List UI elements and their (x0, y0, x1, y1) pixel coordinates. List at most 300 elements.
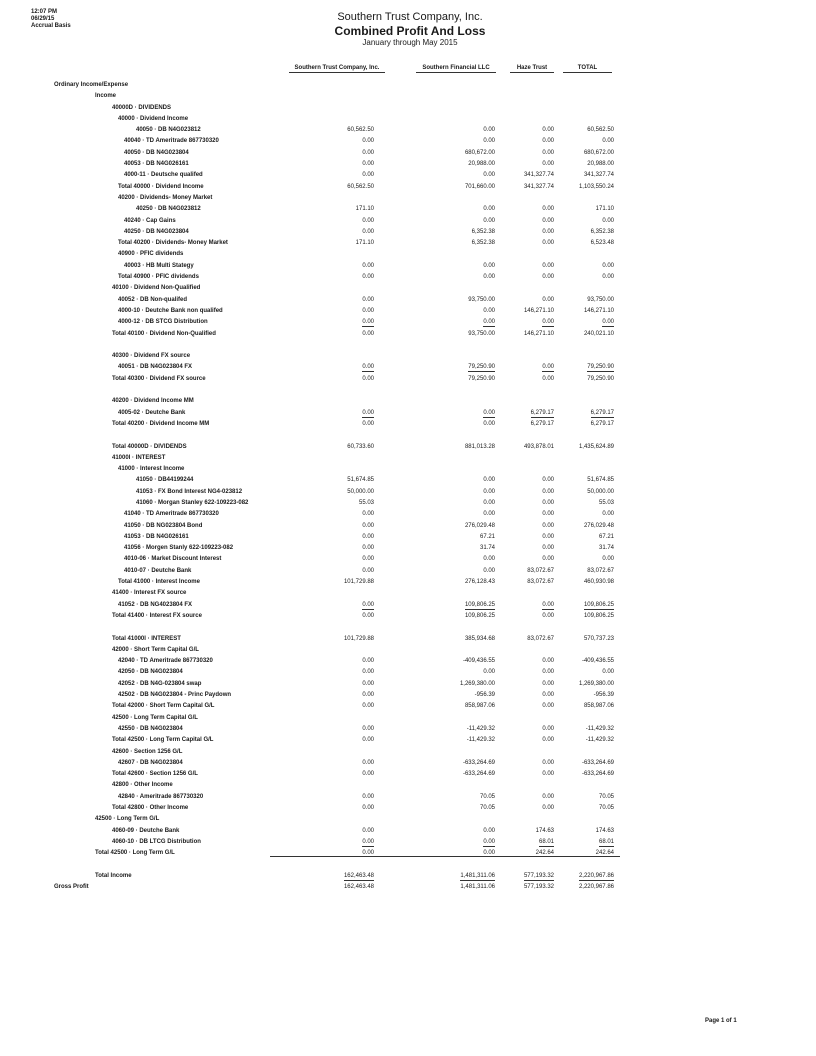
amount-cell (421, 216, 495, 227)
amount-cell (300, 543, 374, 554)
account-label: 41053 · FX Bond Interest NG4-023812 (136, 488, 243, 495)
amount-cell (421, 769, 495, 780)
amount-cell (562, 306, 614, 317)
report-row (0, 227, 816, 238)
amount-cell (421, 419, 495, 430)
amount-value: 1,103,550.24 (578, 183, 614, 190)
amount-cell (300, 374, 374, 385)
amount-cell (300, 419, 374, 430)
account-label: 42502 · DB N4G023804 - Princ Paydown (118, 692, 232, 699)
amount-cell (562, 374, 614, 385)
amount-cell (300, 261, 374, 272)
amount-cell (300, 566, 374, 577)
amount-cell (300, 848, 374, 859)
amount-cell (300, 521, 374, 532)
report-row (0, 588, 816, 599)
amount-value: 0.00 (362, 330, 374, 337)
amount-cell (562, 611, 614, 622)
amount-cell (421, 611, 495, 622)
report-row (0, 148, 816, 159)
amount-value: 680,672.00 (464, 149, 495, 156)
amount-cell (507, 295, 554, 306)
report-row (0, 701, 816, 712)
amount-value: 0.00 (483, 499, 495, 506)
amount-cell (300, 554, 374, 565)
amount-value: 171.10 (355, 240, 374, 247)
amount-value: 174.63 (535, 827, 554, 834)
report-table (0, 80, 816, 893)
company-name: Southern Trust Company, Inc. (337, 11, 483, 23)
report-row (0, 554, 816, 565)
report-title: Combined Profit And Loss (334, 24, 486, 38)
amount-cell (562, 136, 614, 147)
amount-value: 0.00 (483, 488, 495, 495)
amount-value: 276,128.43 (464, 579, 495, 586)
amount-value: 0.00 (362, 307, 374, 314)
amount-value: 6,352.38 (471, 240, 495, 247)
amount-cell (421, 577, 495, 588)
account-label: 40100 · Dividend Non-Qualified (112, 285, 201, 292)
report-row (0, 871, 816, 882)
amount-value: 68.01 (538, 838, 554, 845)
amount-value: 6,279.17 (590, 420, 614, 427)
account-label: 4010-07 · Deutche Bank (124, 567, 192, 574)
amount-cell (562, 566, 614, 577)
amount-value: 0.00 (602, 556, 614, 563)
amount-cell (507, 667, 554, 678)
amount-cell (507, 566, 554, 577)
report-row (0, 193, 816, 204)
amount-value: 1,269,380.00 (459, 680, 495, 687)
column-header-haze-trust: Haze Trust (510, 65, 554, 73)
report-row (0, 532, 816, 543)
amount-cell (300, 125, 374, 136)
account-label: 41052 · DB NG4023804 FX (118, 601, 193, 608)
amount-value: 0.00 (542, 680, 554, 687)
spacer-row (0, 340, 816, 351)
report-row (0, 238, 816, 249)
account-label: Total 41400 · Interest FX source (112, 612, 202, 619)
amount-cell (421, 238, 495, 249)
report-date: 06/29/15 (31, 16, 55, 22)
amount-cell (562, 769, 614, 780)
amount-value: -11,429.32 (466, 725, 495, 732)
report-row (0, 136, 816, 147)
report-period: January through May 2015 (362, 38, 458, 47)
amount-cell (300, 498, 374, 509)
amount-cell (562, 690, 614, 701)
amount-cell (507, 509, 554, 520)
amount-value: 0.00 (542, 805, 554, 811)
report-row (0, 475, 816, 486)
account-label: 40051 · DB N4G023804 FX (118, 364, 193, 371)
amount-value: 0.00 (542, 319, 554, 326)
amount-cell (507, 272, 554, 283)
amount-value: -11,429.32 (466, 737, 495, 744)
amount-cell (421, 724, 495, 735)
account-label: 42500 · Long Term G/L (95, 816, 160, 823)
account-label: Total 40000 · Dividend Income (118, 183, 204, 190)
amount-cell (562, 826, 614, 837)
account-label: Total 42500 · Long Term G/L (95, 850, 175, 857)
amount-cell (562, 317, 614, 328)
amount-value: 0.00 (542, 149, 554, 156)
amount-value: 0.00 (483, 669, 495, 676)
account-label: Total 40000D · DIVIDENDS (112, 443, 187, 450)
account-label: 40000 · Dividend Income (118, 115, 189, 122)
amount-value: 93,750.00 (587, 296, 614, 303)
amount-value: 341,327.74 (523, 172, 554, 179)
amount-value: 50,000.00 (587, 488, 614, 495)
account-label: Total 41000I · INTEREST (112, 635, 181, 642)
amount-value: 0.00 (483, 319, 495, 326)
amount-value: 0.00 (362, 850, 374, 857)
amount-value: 0.00 (542, 692, 554, 699)
amount-cell (562, 758, 614, 769)
amount-cell (507, 543, 554, 554)
amount-value: 460,930.98 (583, 579, 614, 586)
column-header-southern-trust: Southern Trust Company, Inc. (289, 65, 385, 73)
report-row (0, 566, 816, 577)
amount-value: 242.64 (535, 850, 554, 857)
amount-cell (562, 837, 614, 848)
amount-value: 55.03 (358, 499, 374, 506)
amount-value: 0.00 (542, 488, 554, 495)
amount-value: -956.39 (593, 692, 614, 699)
amount-value: 385,934.68 (464, 635, 495, 642)
amount-cell (562, 701, 614, 712)
amount-cell (562, 329, 614, 340)
spacer-row (0, 859, 816, 870)
account-label: Total 40300 · Dividend FX source (112, 375, 206, 382)
report-row (0, 103, 816, 114)
amount-cell (507, 306, 554, 317)
report-row (0, 249, 816, 260)
amount-cell (421, 159, 495, 170)
report-time: 12:07 PM (31, 9, 58, 15)
amount-cell (300, 204, 374, 215)
report-row (0, 125, 816, 136)
account-label: Total 40200 · Dividends- Money Market (118, 240, 228, 247)
amount-cell (507, 871, 554, 882)
report-row (0, 80, 816, 91)
amount-value: 0.00 (483, 206, 495, 213)
amount-cell (300, 769, 374, 780)
amount-cell (300, 882, 374, 893)
amount-cell (421, 532, 495, 543)
account-label: 42000 · Short Term Capital G/L (112, 646, 199, 653)
amount-value: 0.00 (602, 274, 614, 281)
account-label: 42800 · Other Income (112, 782, 173, 789)
amount-cell (421, 182, 495, 193)
amount-cell (421, 848, 495, 859)
amount-cell (562, 735, 614, 746)
amount-cell (421, 125, 495, 136)
amount-cell (421, 329, 495, 340)
amount-cell (562, 487, 614, 498)
amount-value: 6,279.17 (530, 409, 554, 416)
amount-cell (562, 475, 614, 486)
amount-value: 0.00 (362, 420, 374, 427)
account-label: 41056 · Morgen Stanly 622-109223-082 (124, 545, 234, 552)
amount-cell (300, 170, 374, 181)
amount-value: 83,072.67 (527, 567, 554, 574)
account-label: 41050 · DB NG023804 Bond (124, 522, 203, 529)
amount-value: 0.00 (542, 499, 554, 506)
amount-cell (562, 871, 614, 882)
amount-cell (421, 735, 495, 746)
amount-value: 680,672.00 (583, 149, 614, 156)
amount-cell (507, 837, 554, 848)
account-label: 41000 · Interest Income (118, 466, 185, 473)
amount-value: 701,660.00 (464, 183, 495, 190)
report-row (0, 306, 816, 317)
amount-value: 0.00 (483, 420, 495, 427)
account-label: 41050 · DB44199244 (136, 477, 194, 484)
amount-value: 0.00 (362, 319, 374, 326)
amount-cell (421, 792, 495, 803)
amount-value: 0.00 (483, 409, 495, 416)
amount-value: 0.00 (483, 567, 495, 574)
amount-cell (562, 148, 614, 159)
amount-cell (421, 509, 495, 520)
amount-cell (300, 634, 374, 645)
account-label: 42607 · DB N4G023804 (118, 759, 183, 766)
amount-cell (421, 837, 495, 848)
amount-cell (562, 554, 614, 565)
amount-value: 70.05 (598, 793, 614, 800)
amount-cell (421, 566, 495, 577)
account-label: 40200 · Dividend Income MM (112, 398, 194, 405)
amount-value: 0.00 (362, 262, 374, 269)
account-label: 40250 · DB N4G023804 (124, 228, 189, 235)
amount-value: 0.00 (542, 217, 554, 224)
amount-cell (507, 419, 554, 430)
amount-value: 70.05 (479, 805, 495, 811)
amount-value: 0.00 (542, 556, 554, 563)
report-row (0, 814, 816, 825)
amount-cell (421, 679, 495, 690)
amount-value: 174.63 (595, 827, 614, 834)
amount-cell (507, 577, 554, 588)
amount-value: 0.00 (483, 172, 495, 179)
amount-value: 0.00 (602, 262, 614, 269)
report-row (0, 453, 816, 464)
amount-value: 0.00 (483, 511, 495, 518)
amount-cell (300, 238, 374, 249)
report-row (0, 487, 816, 498)
account-label: 42050 · DB N4G023804 (118, 669, 183, 676)
amount-value: 0.00 (483, 556, 495, 563)
amount-value: 67.21 (598, 533, 614, 540)
amount-value: 109,806.25 (464, 612, 495, 619)
amount-cell (562, 667, 614, 678)
amount-cell (300, 701, 374, 712)
amount-value: 0.00 (362, 556, 374, 563)
account-label: 42052 · DB N4G-023804 swap (118, 680, 202, 687)
amount-value: 858,987.06 (583, 703, 614, 710)
amount-value: 0.00 (362, 680, 374, 687)
report-row (0, 634, 816, 645)
amount-cell (421, 317, 495, 328)
report-row (0, 182, 816, 193)
amount-value: 0.00 (362, 296, 374, 303)
account-label: Ordinary Income/Expense (54, 82, 129, 88)
amount-value: 0.00 (362, 703, 374, 710)
account-label: 40040 · TD Ameritrade 867730320 (124, 138, 219, 145)
account-label: 40003 · HB Multi Stategy (124, 262, 194, 269)
account-label: Total 42800 · Other Income (112, 805, 189, 811)
amount-value: -409,436.55 (581, 658, 614, 665)
amount-cell (507, 148, 554, 159)
report-row (0, 295, 816, 306)
amount-cell (300, 826, 374, 837)
account-label: 42840 · Ameritrade 867730320 (118, 793, 204, 800)
amount-value: 0.00 (362, 601, 374, 608)
amount-value: 0.00 (362, 805, 374, 811)
amount-cell (562, 238, 614, 249)
account-label: 4000-11 · Deutsche qualifed (124, 172, 203, 179)
report-row (0, 769, 816, 780)
account-label: 4005-02 · Deutche Bank (118, 409, 186, 416)
amount-value: 0.00 (483, 827, 495, 834)
amount-cell (507, 475, 554, 486)
amount-value: 0.00 (602, 319, 614, 326)
amount-cell (507, 679, 554, 690)
amount-value: 0.00 (362, 522, 374, 529)
amount-value: 881,013.28 (464, 443, 495, 450)
amount-value: 79,250.90 (587, 375, 614, 382)
amount-cell (300, 306, 374, 317)
amount-cell (507, 261, 554, 272)
amount-value: -409,436.55 (462, 658, 495, 665)
amount-value: 6,523.48 (590, 240, 614, 247)
amount-cell (300, 159, 374, 170)
amount-cell (421, 521, 495, 532)
amount-value: 0.00 (542, 138, 554, 145)
amount-value: 6,279.17 (590, 409, 614, 416)
account-label: 40050 · DB N4G023812 (136, 127, 201, 134)
report-row (0, 645, 816, 656)
amount-value: 162,463.48 (343, 872, 374, 879)
amount-cell (421, 758, 495, 769)
amount-value: 0.00 (542, 127, 554, 134)
amount-value: 0.00 (542, 477, 554, 484)
amount-cell (507, 125, 554, 136)
amount-cell (562, 261, 614, 272)
amount-value: 6,352.38 (590, 228, 614, 235)
amount-value: 0.00 (542, 364, 554, 371)
amount-value: 0.00 (362, 409, 374, 416)
amount-value: 0.00 (542, 545, 554, 552)
report-row (0, 837, 816, 848)
amount-value: 0.00 (362, 838, 374, 845)
amount-cell (421, 475, 495, 486)
report-row (0, 509, 816, 520)
amount-value: 171.10 (355, 206, 374, 213)
account-label: 41053 · DB N4G026161 (124, 533, 189, 540)
amount-cell (507, 803, 554, 814)
report-basis: Accrual Basis (31, 23, 71, 29)
amount-value: 0.00 (362, 692, 374, 699)
amount-value: 0.00 (542, 522, 554, 529)
amount-cell (300, 362, 374, 373)
account-label: Income (95, 93, 117, 100)
amount-value: 0.00 (483, 127, 495, 134)
column-header-total: TOTAL (563, 65, 612, 73)
amount-value: 0.00 (542, 228, 554, 235)
amount-value: 70.05 (598, 805, 614, 811)
amount-value: 0.00 (362, 172, 374, 179)
report-row (0, 498, 816, 509)
amount-value: 79,250.90 (468, 364, 495, 371)
amount-cell (507, 498, 554, 509)
amount-value: 0.00 (483, 838, 495, 845)
amount-value: 0.00 (362, 228, 374, 235)
amount-value: 858,987.06 (464, 703, 495, 710)
amount-cell (562, 532, 614, 543)
report-row (0, 679, 816, 690)
account-label: 4000-10 · Deutche Bank non qualifed (118, 307, 223, 314)
amount-cell (421, 543, 495, 554)
amount-cell (507, 656, 554, 667)
report-row (0, 724, 816, 735)
amount-value: 0.00 (362, 511, 374, 518)
report-row (0, 464, 816, 475)
report-row (0, 91, 816, 102)
amount-value: 1,481,311.06 (460, 884, 495, 891)
amount-cell (562, 295, 614, 306)
amount-cell (300, 487, 374, 498)
amount-cell (507, 882, 554, 893)
amount-value: 31.74 (479, 545, 495, 552)
amount-cell (421, 374, 495, 385)
amount-cell (507, 487, 554, 498)
amount-cell (300, 837, 374, 848)
amount-value: 0.00 (483, 262, 495, 269)
amount-value: 83,072.67 (587, 567, 614, 574)
account-label: Total Income (95, 872, 132, 879)
amount-cell (507, 408, 554, 419)
amount-value: 50,000.00 (347, 488, 374, 495)
amount-value: 79,250.90 (468, 375, 495, 382)
amount-cell (562, 408, 614, 419)
amount-cell (562, 170, 614, 181)
amount-value: 2,220,967.86 (578, 884, 614, 891)
account-label: 40250 · DB N4G023812 (136, 206, 201, 213)
report-row (0, 747, 816, 758)
amount-value: 0.00 (542, 725, 554, 732)
amount-cell (300, 803, 374, 814)
amount-value: 0.00 (362, 793, 374, 800)
amount-value: 0.00 (483, 850, 495, 857)
amount-cell (300, 329, 374, 340)
amount-cell (421, 667, 495, 678)
amount-cell (507, 374, 554, 385)
amount-value: 570,737.23 (583, 635, 614, 642)
amount-value: 0.00 (542, 669, 554, 676)
account-label: Total 42600 · Section 1256 G/L (112, 771, 198, 778)
amount-cell (507, 826, 554, 837)
amount-cell (507, 521, 554, 532)
amount-value: -11,429.32 (585, 725, 614, 732)
amount-value: 0.00 (542, 658, 554, 665)
amount-value: 493,878.01 (523, 443, 554, 450)
amount-value: 1,269,380.00 (578, 680, 614, 687)
amount-cell (300, 509, 374, 520)
amount-value: 0.00 (362, 725, 374, 732)
amount-cell (507, 362, 554, 373)
